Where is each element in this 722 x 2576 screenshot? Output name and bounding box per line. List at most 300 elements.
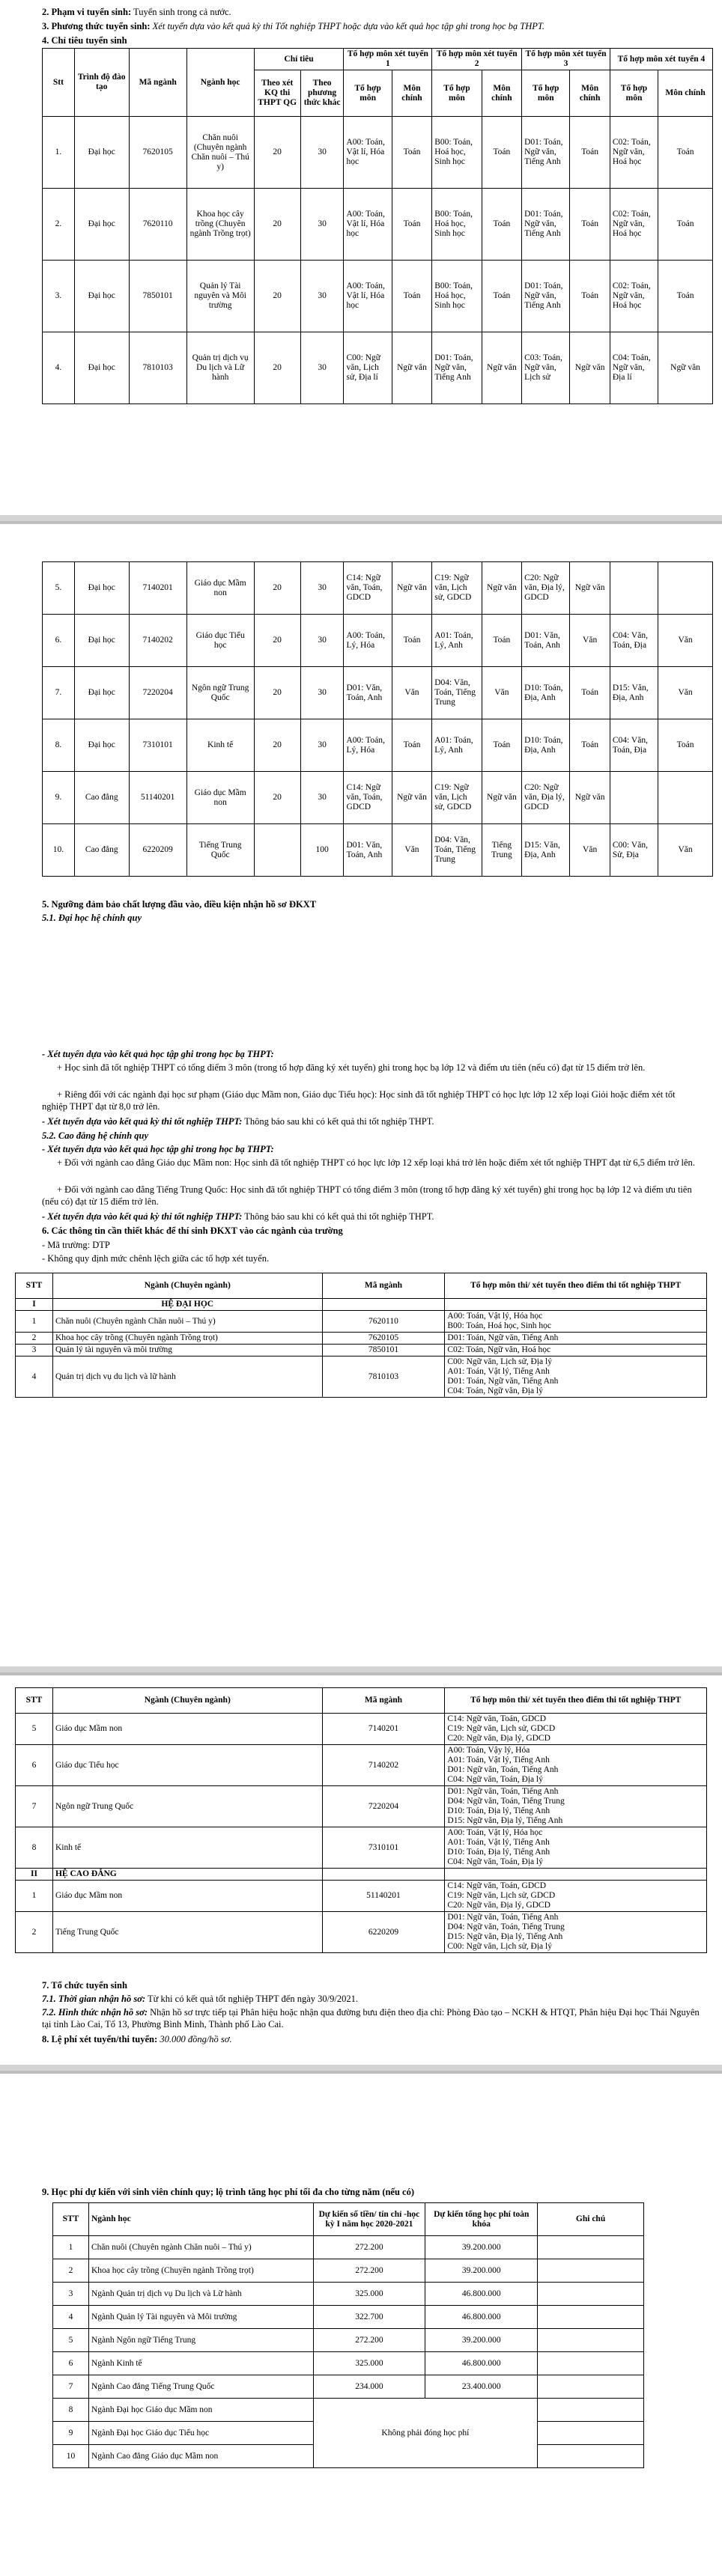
cell-du-kien-tong: 46.800.000 [425, 2283, 538, 2306]
quota-heading: 4. Chỉ tiêu tuyển sinh [42, 35, 127, 46]
cell-to-hop-2: A01: Toán, Lý, Anh [432, 719, 482, 772]
table-row [43, 667, 713, 719]
cell-mon-chinh-4: Văn [658, 615, 713, 667]
to-hop-line: D10: Toán, Địa lý, Tiếng Anh [447, 1806, 550, 1815]
cell-stt: 2 [53, 2259, 89, 2283]
th-to-hop: Tổ hợp môn thi/ xét tuyển theo điểm thi tốt nghiệp THPT [445, 1688, 707, 1714]
th-chinh: Môn chính [658, 70, 713, 117]
page-4 [0, 1675, 722, 2065]
cell-stt: 8 [53, 2399, 89, 2422]
cell-nganh-hoc: Chăn nuôi (Chuyên ngành Chăn nuôi – Thú y) [88, 2236, 313, 2259]
th-chinh: Môn chính [392, 70, 432, 117]
th-ma-nganh: Mã ngành [129, 49, 186, 117]
cell-nganh: Giáo dục Tiểu học [186, 615, 254, 667]
cell-ma-nganh: 6220209 [322, 1912, 445, 1953]
cell-mon-chinh-3: Toán [570, 719, 610, 772]
cell-ma-nganh: 7850101 [129, 261, 186, 332]
cell-stt: 6. [43, 615, 75, 667]
cell-trinh-do: Đại học [74, 332, 129, 404]
cell-du-kien-tin-chi: 322.700 [313, 2306, 425, 2329]
to-hop-line: A01: Toán, Vật lý, Tiếng Anh [447, 1838, 550, 1847]
cell-to-hop [445, 1345, 707, 1356]
cell-stt: 1. [43, 117, 75, 189]
cell-ma-nganh: 7140202 [129, 615, 186, 667]
cell-ma-nganh: 7220204 [129, 667, 186, 719]
cell-ghi-chu [538, 2283, 644, 2306]
to-hop-line: C04: Ngữ văn, Toán, Địa lý [447, 1857, 543, 1866]
cell-stt: 2 [16, 1912, 53, 1953]
cell-to-hop [445, 1311, 707, 1333]
cell-mon-chinh-4 [658, 772, 713, 824]
cell-to-hop [445, 1827, 707, 1869]
to-hop-line: C20: Ngữ văn, Địa lý, GDCD [447, 1901, 550, 1910]
cell-stt: 8 [16, 1827, 53, 1869]
cell-stt: 3. [43, 261, 75, 332]
cell-stt: 3 [16, 1345, 53, 1356]
cell-ma-nganh: 51140201 [322, 1881, 445, 1912]
cell-ma-nganh: 7140201 [322, 1714, 445, 1745]
cell-stt: 7 [53, 2375, 89, 2399]
table-row [53, 2329, 644, 2352]
to-hop-line: A00: Toán, Vật lý, Hóa học [447, 1828, 543, 1837]
cell-nganh: Ngôn ngữ Trung Quốc [186, 667, 254, 719]
cell-du-kien-tin-chi: 325.000 [313, 2352, 425, 2375]
cell-to-hop-2: B00: Toán, Hoá học, Sinh học [432, 261, 482, 332]
cell-stt: 9. [43, 772, 75, 824]
empty-cell [445, 1299, 707, 1311]
cell-to-hop-4: C02: Toán, Ngữ văn, Hoá học [610, 189, 658, 261]
cell-stt: 10 [53, 2445, 89, 2468]
p-le-phi: 8. Lệ phí xét tuyển/thi tuyển: 30.000 đồng/hồ sơ. [42, 2034, 232, 2044]
cell-chi-tieu-pt: 30 [300, 772, 344, 824]
th-to-hop-1: Tổ hợp môn xét tuyển 1 [344, 49, 432, 70]
cell-to-hop-1: A00: Toán, Vật lí, Hóa học [344, 189, 392, 261]
to-hop-line: C14: Ngữ văn, Toán, GDCD [447, 1714, 547, 1723]
empty-cell [322, 1299, 445, 1311]
p-ky-thi: - Xét tuyển dựa vào kết quả kỳ thi tốt nghiệp THPT: Thông báo sau khi có kết quả thi tốt nghiệp THPT. [42, 1116, 434, 1127]
cell-chi-tieu-kq: 20 [254, 615, 300, 667]
cell-chi-tieu-kq: 20 [254, 189, 300, 261]
cell-nganh: Chăn nuôi (Chuyên ngành Chăn nuôi – Thú y) [186, 117, 254, 189]
to-hop-line: C02: Toán, Ngữ văn, Hoá học [447, 1345, 551, 1354]
cell-to-hop-3: D01: Toán, Ngữ văn, Tiếng Anh [522, 189, 570, 261]
cell-mon-chinh-1: Ngữ văn [392, 332, 432, 404]
cell-ma-nganh: 7310101 [129, 719, 186, 772]
cell-mon-chinh-1: Toán [392, 719, 432, 772]
cell-ghi-chu [538, 2329, 644, 2352]
cell-to-hop-4: C04: Văn, Toán, Địa [610, 719, 658, 772]
cell-ghi-chu [538, 2236, 644, 2259]
empty-cell [445, 1869, 707, 1881]
cell-nganh: Kinh tế [186, 719, 254, 772]
to-hop-line: D01: Ngữ văn, Toán, Tiếng Anh [447, 1913, 559, 1922]
page-3 [0, 1048, 722, 1527]
cell-khong-phai-dong: Không phải đóng học phí [313, 2399, 538, 2468]
cell-stt: 6 [53, 2352, 89, 2375]
cell-mon-chinh-3: Văn [570, 824, 610, 877]
cell-chi-tieu-kq: 20 [254, 562, 300, 615]
cell-stt: 1 [16, 1311, 53, 1333]
cell-nganh: Kinh tế [52, 1827, 322, 1869]
cell-nganh: Ngôn ngữ Trung Quốc [52, 1786, 322, 1827]
cell-ghi-chu [538, 2259, 644, 2283]
cell-ma-nganh: 7220204 [322, 1786, 445, 1827]
page-1 [0, 0, 722, 479]
p-cao-dang-title: 5.2. Cao đẳng hệ chính quy [42, 1130, 149, 1141]
cell-mon-chinh-2: Toán [482, 261, 522, 332]
cell-du-kien-tong: 46.800.000 [425, 2306, 538, 2329]
cell-nganh-hoc: Ngành Kinh tế [88, 2352, 313, 2375]
th-nganh-hoc: Ngành học [88, 2203, 313, 2236]
cell-du-kien-tong: 39.200.000 [425, 2259, 538, 2283]
section9-title: 9. Học phí dự kiến với sinh viên chính quy; lộ trình tăng học phí tối đa cho từng năm (nếu có) [42, 2187, 415, 2197]
cell-to-hop-3: D01: Văn, Toán, Anh [522, 615, 570, 667]
th-du-kien-tong: Dự kiến tổng học phí toàn khóa [425, 2203, 538, 2236]
cell-ghi-chu [538, 2352, 644, 2375]
cell-nganh: Chăn nuôi (Chuyên ngành Chăn nuôi – Thú y) [52, 1311, 322, 1333]
th-to-hop-4: Tổ hợp môn xét tuyển 4 [610, 49, 712, 70]
table-row [16, 1345, 707, 1356]
cell-mon-chinh-2: Ngữ văn [482, 772, 522, 824]
to-hop-line: A01: Toán, Vật lý, Tiếng Anh [447, 1756, 550, 1764]
th-du-kien-tin-chi: Dự kiến số tiền/ tín chỉ -học kỳ I năm học 2020-2021 [313, 2203, 425, 2236]
table-row [53, 2352, 644, 2375]
cell-stt: 7 [16, 1786, 53, 1827]
cell-to-hop-4 [610, 562, 658, 615]
cell-ma-nganh: 51140201 [129, 772, 186, 824]
cell-to-hop-1: C14: Ngữ văn, Toán, GDCD [344, 562, 392, 615]
cell-to-hop-3: D15: Văn, Địa, Anh [522, 824, 570, 877]
cell-ma-nganh: 7620105 [129, 117, 186, 189]
cell-nganh: Giáo dục Mầm non [52, 1714, 322, 1745]
cell-du-kien-tin-chi: 234.000 [313, 2375, 425, 2399]
p-hocba-2: + Riêng đối với các ngành đại học sư phạm (Giáo dục Mầm non, Giáo dục Tiểu học): Học sinh đã tốt nghiệp THPT có học lực lớp 12 xếp loại Giỏi hoặc điểm xét tốt nghiệp THPT đạt từ 8,0 trở lên. [42, 1089, 676, 1112]
th-mon: Tổ hợp môn [432, 70, 482, 117]
cell-to-hop-4: C04: Toán, Ngữ văn, Địa lí [610, 332, 658, 404]
cell-ghi-chu [538, 2445, 644, 2468]
table-row [16, 1827, 707, 1869]
quota-table-1 [42, 48, 713, 404]
page-5 [0, 2074, 722, 2576]
cell-ma-nganh: 7850101 [322, 1345, 445, 1356]
cell-nganh-hoc: Ngành Cao đẳng Tiếng Trung Quốc [88, 2375, 313, 2399]
cell-ma-nganh: 7620110 [322, 1311, 445, 1333]
cell-to-hop-2: D04: Văn, Toán, Tiếng Trung [432, 824, 482, 877]
cell-mon-chinh-4: Toán [658, 719, 713, 772]
table-row [53, 2375, 644, 2399]
cell-to-hop-1: A00: Toán, Lý, Hóa [344, 615, 392, 667]
to-hop-line: D04: Ngữ văn, Toán, Tiếng Trung [447, 1797, 565, 1806]
th-to-hop: Tổ hợp môn thi/ xét tuyển theo điểm thi tốt nghiệp THPT [445, 1273, 707, 1299]
cell-to-hop-3: C20: Ngữ văn, Địa lý, GDCD [522, 772, 570, 824]
cell-chi-tieu-pt: 30 [300, 189, 344, 261]
cell-chi-tieu-kq: 20 [254, 667, 300, 719]
cell-to-hop [445, 1745, 707, 1786]
section51-sub: 5.1. Đại học hệ chính quy [42, 913, 142, 923]
p-hinh-thuc: 7.2. Hình thức nhận hồ sơ: Nhận hồ sơ trực tiếp tại Phân hiệu hoặc nhận qua đường bưu điện theo địa chỉ: Phòng Đào tạo – NCKH & HTQT, Phân hiệu Đại học Thái Nguyên tại tỉnh Lào Cai, Tổ 13, Phường Bình Minh, Thành phố Lào Cai. [42, 2007, 700, 2030]
cell-mon-chinh-1: Văn [392, 667, 432, 719]
cell-du-kien-tin-chi: 272.200 [313, 2236, 425, 2259]
table-row [43, 562, 713, 615]
p-cd-ky-thi: - Xét tuyển dựa vào kết quả kỳ thi tốt nghiệp THPT: Thông báo sau khi có kết quả thi tốt nghiệp THPT. [42, 1211, 434, 1222]
cell-du-kien-tin-chi: 325.000 [313, 2283, 425, 2306]
to-hop-line: C04: Ngữ văn, Toán, Địa lý [447, 1775, 543, 1784]
cell-mon-chinh-1: Ngữ văn [392, 562, 432, 615]
page-2 [0, 524, 722, 1048]
cell-chi-tieu-pt: 30 [300, 332, 344, 404]
cell-mon-chinh-2: Ngữ văn [482, 332, 522, 404]
cell-nganh: Giáo dục Mầm non [186, 772, 254, 824]
cell-trinh-do: Đại học [74, 562, 129, 615]
th-to-hop-3: Tổ hợp môn xét tuyển 3 [522, 49, 610, 70]
cell-chi-tieu-pt: 30 [300, 117, 344, 189]
cell-ma-nganh: 7310101 [322, 1827, 445, 1869]
th-nganh: Ngành học [186, 49, 254, 117]
cell-chi-tieu-kq: 20 [254, 719, 300, 772]
table-row [43, 772, 713, 824]
th-mon: Tổ hợp môn [344, 70, 392, 117]
cell-chi-tieu-pt: 30 [300, 562, 344, 615]
cell-ma-nganh: 6220209 [129, 824, 186, 877]
cell-ma-nganh: 7810103 [129, 332, 186, 404]
cell-nganh-hoc: Ngành Đại học Giáo dục Tiểu học [88, 2422, 313, 2445]
cell-mon-chinh-4: Toán [658, 189, 713, 261]
table-row [53, 2259, 644, 2283]
table-row [43, 824, 713, 877]
cell-stt: 6 [16, 1745, 53, 1786]
cell-trinh-do: Đại học [74, 667, 129, 719]
th-ghi-chu: Ghi chú [538, 2203, 644, 2236]
cell-mon-chinh-4: Toán [658, 261, 713, 332]
to-hop-line: A00: Toán, Vật lý, Hóa học [447, 1312, 543, 1321]
table-row [16, 1311, 707, 1333]
cell-to-hop-3: D10: Toán, Địa, Anh [522, 719, 570, 772]
cell-trinh-do: Đại học [74, 719, 129, 772]
cell-to-hop-4: C04: Văn, Toán, Địa [610, 615, 658, 667]
cell-mon-chinh-3: Toán [570, 261, 610, 332]
cell-mon-chinh-2: Toán [482, 615, 522, 667]
cell-to-hop-2: C19: Ngữ văn, Lịch sử, GDCD [432, 772, 482, 824]
p-cd-2: + Đối với ngành cao đẳng Tiếng Trung Quốc: Học sinh đã tốt nghiệp THPT có tổng điểm 3 môn (trong tổ hợp đăng ký xét tuyển) ghi trong học bạ lớp 12 và điểm ưu tiên (nếu có) đạt từ 15 điểm trở lên. [42, 1184, 692, 1207]
cell-mon-chinh-3: Toán [570, 117, 610, 189]
cell-to-hop-3: D01: Toán, Ngữ văn, Tiếng Anh [522, 261, 570, 332]
cell-stt: 4 [16, 1356, 53, 1398]
cell-to-hop-4: D15: Văn, Địa, Anh [610, 667, 658, 719]
cell-mon-chinh-1: Toán [392, 189, 432, 261]
th-mon: Tổ hợp môn [522, 70, 570, 117]
cell-nganh: Quản lý tài nguyên và môi trường [52, 1345, 322, 1356]
cell-nganh-hoc: Ngành Ngôn ngữ Tiếng Trung [88, 2329, 313, 2352]
cell-to-hop-3: D10: Toán, Địa, Anh [522, 667, 570, 719]
to-hop-line: C20: Ngữ văn, Địa lý, GDCD [447, 1734, 550, 1743]
table-row [16, 1881, 707, 1912]
th-ma-nganh: Mã ngành [322, 1688, 445, 1714]
table-row [16, 1356, 707, 1398]
cell-trinh-do: Cao đẳng [74, 772, 129, 824]
table-row [43, 117, 713, 189]
cell-to-hop-2: C19: Ngữ văn, Lịch sử, GDCD [432, 562, 482, 615]
th-ma-nganh: Mã ngành [322, 1273, 445, 1299]
group-stt: II [16, 1869, 53, 1881]
p-hocba-1: + Học sinh đã tốt nghiệp THPT có tổng điểm 3 môn (trong tổ hợp đăng ký xét tuyển) ghi trong học bạ lớp 12 và điểm ưu tiên (nếu có) đạt từ 15 điểm trở lên. [57, 1062, 646, 1073]
cell-stt: 1 [16, 1881, 53, 1912]
cell-nganh: Giáo dục Mầm non [52, 1881, 322, 1912]
cell-to-hop-1: A00: Toán, Vật lí, Hóa học [344, 117, 392, 189]
cell-mon-chinh-4: Ngữ văn [658, 332, 713, 404]
cell-chi-tieu-pt: 30 [300, 667, 344, 719]
th-stt: Stt [43, 49, 75, 117]
cell-nganh-hoc: Ngành Đại học Giáo dục Mầm non [88, 2399, 313, 2422]
cell-chi-tieu-pt: 30 [300, 615, 344, 667]
table-row [43, 261, 713, 332]
to-hop-line: C19: Ngữ văn, Lịch sử, GDCD [447, 1724, 556, 1733]
th-chi-tieu: Chỉ tiêu [254, 49, 344, 70]
cell-to-hop-2: D04: Văn, Toán, Tiếng Trung [432, 667, 482, 719]
table-row [16, 1745, 707, 1786]
cell-ghi-chu [538, 2306, 644, 2329]
cell-trinh-do: Cao đẳng [74, 824, 129, 877]
page-separator [0, 515, 722, 524]
th-chi-tieu-kq: Theo xét KQ thi THPT QG [254, 70, 300, 117]
cell-chi-tieu-pt: 30 [300, 719, 344, 772]
combo-table-1 [15, 1273, 707, 1398]
to-hop-line: C00: Ngữ văn, Lịch sử, Địa lý [447, 1357, 552, 1366]
group-stt: I [16, 1299, 53, 1311]
cell-mon-chinh-1: Văn [392, 824, 432, 877]
cell-mon-chinh-2: Văn [482, 667, 522, 719]
cell-to-hop-1: A00: Toán, Vật lí, Hóa học [344, 261, 392, 332]
cell-du-kien-tin-chi: 272.200 [313, 2329, 425, 2352]
cell-to-hop [445, 1786, 707, 1827]
cell-mon-chinh-2: Toán [482, 719, 522, 772]
cell-chi-tieu-kq: 20 [254, 117, 300, 189]
cell-nganh: Khoa học cây trồng (Chuyên ngành Trồng trọt) [186, 189, 254, 261]
cell-mon-chinh-1: Toán [392, 261, 432, 332]
method-line: 3. Phương thức tuyển sinh: Xét tuyển dựa vào kết quả kỳ thi Tốt nghiệp THPT hoặc dựa vào kết quả học tập ghi trong học bạ THPT. [42, 21, 545, 31]
cell-chi-tieu-kq: 20 [254, 772, 300, 824]
to-hop-line: D10: Toán, Địa lý, Tiếng Anh [447, 1848, 550, 1857]
cell-mon-chinh-2: Toán [482, 189, 522, 261]
page-separator [0, 2065, 722, 2074]
th-mon: Tổ hợp môn [610, 70, 658, 117]
cell-to-hop-2: B00: Toán, Hoá học, Sinh học [432, 189, 482, 261]
p-khong-quy-dinh: - Không quy định mức chênh lệch giữa các tổ hợp xét tuyển. [42, 1253, 270, 1264]
cell-mon-chinh-2: Tiếng Trung [482, 824, 522, 877]
p-cd-hocba-title: - Xét tuyển dựa vào kết quả học tập ghi trong học bạ THPT: [42, 1144, 274, 1154]
scope-line: 2. Phạm vi tuyển sinh: Tuyển sinh trong cả nước. [42, 7, 231, 17]
cell-du-kien-tong: 39.200.000 [425, 2236, 538, 2259]
cell-nganh-hoc: Ngành Quản lý Tài nguyên và Môi trường [88, 2306, 313, 2329]
cell-to-hop [445, 1333, 707, 1345]
cell-to-hop-1: C14: Ngữ văn, Toán, GDCD [344, 772, 392, 824]
cell-nganh: Tiếng Trung Quốc [52, 1912, 322, 1953]
cell-ghi-chu [538, 2399, 644, 2422]
table-row [16, 1912, 707, 1953]
th-chinh: Môn chính [482, 70, 522, 117]
p-ma-truong: - Mã trường: DTP [42, 1240, 110, 1250]
to-hop-line: D15: Ngữ văn, Địa lý, Tiếng Anh [447, 1932, 563, 1941]
table-row [53, 2399, 644, 2422]
cell-mon-chinh-3: Ngữ văn [570, 332, 610, 404]
cell-du-kien-tong: 23.400.000 [425, 2375, 538, 2399]
cell-chi-tieu-pt: 100 [300, 824, 344, 877]
cell-to-hop-4: C02: Toán, Ngữ văn, Hoá học [610, 261, 658, 332]
cell-mon-chinh-3: Toán [570, 189, 610, 261]
cell-nganh-hoc: Khoa học cây trồng (Chuyên ngành Trồng trọt) [88, 2259, 313, 2283]
to-hop-line: C00: Ngữ văn, Lịch sử, Địa lý [447, 1942, 552, 1951]
cell-to-hop [445, 1356, 707, 1398]
cell-stt: 5. [43, 562, 75, 615]
cell-to-hop-2: A01: Toán, Lý, Anh [432, 615, 482, 667]
to-hop-line: D01: Ngữ văn, Toán, Tiếng Anh [447, 1765, 559, 1774]
cell-chi-tieu-kq: 20 [254, 332, 300, 404]
table-row [16, 1333, 707, 1345]
cell-du-kien-tong: 46.800.000 [425, 2352, 538, 2375]
th-to-hop-2: Tổ hợp môn xét tuyển 2 [432, 49, 522, 70]
cell-stt: 4 [53, 2306, 89, 2329]
cell-stt: 10. [43, 824, 75, 877]
cell-to-hop-4: C00: Văn, Sử, Địa [610, 824, 658, 877]
th-chi-tieu-pt: Theo phương thức khác [300, 70, 344, 117]
cell-trinh-do: Đại học [74, 117, 129, 189]
cell-nganh: Quản trị dịch vụ du lịch và lữ hành [52, 1356, 322, 1398]
cell-to-hop [445, 1912, 707, 1953]
cell-to-hop-1: C00: Ngữ văn, Lịch sử, Địa lí [344, 332, 392, 404]
th-stt: STT [16, 1688, 53, 1714]
tuition-table [52, 2202, 644, 2468]
th-chinh: Môn chính [570, 70, 610, 117]
cell-stt: 7. [43, 667, 75, 719]
cell-stt: 3 [53, 2283, 89, 2306]
cell-chi-tieu-kq: 20 [254, 261, 300, 332]
to-hop-line: C14: Ngữ văn, Toán, GDCD [447, 1881, 547, 1890]
table-row [43, 615, 713, 667]
table-row [43, 189, 713, 261]
empty-cell [322, 1869, 445, 1881]
cell-to-hop-3: D01: Toán, Ngữ văn, Tiếng Anh [522, 117, 570, 189]
cell-trinh-do: Đại học [74, 261, 129, 332]
p-cd-1: + Đối với ngành cao đẳng Giáo dục Mầm non: Học sinh đã tốt nghiệp THPT có học lực lớp 12 xếp loại khá trở lên hoặc điểm xét tốt nghiệp THPT đạt từ 6,5 điểm trở lên. [57, 1157, 695, 1168]
cell-mon-chinh-2: Ngữ văn [482, 562, 522, 615]
cell-to-hop [445, 1714, 707, 1745]
table-row [16, 1786, 707, 1827]
cell-ghi-chu [538, 2422, 644, 2445]
table-row [16, 1714, 707, 1745]
cell-stt: 9 [53, 2422, 89, 2445]
to-hop-line: B00: Toán, Hoá học, Sinh học [447, 1321, 551, 1330]
table-row [53, 2283, 644, 2306]
cell-nganh-hoc: Ngành Quản trị dịch vụ Du lịch và Lữ hành [88, 2283, 313, 2306]
cell-to-hop-3: C20: Ngữ văn, Địa lý, GDCD [522, 562, 570, 615]
combo-table-2 [15, 1687, 707, 1953]
cell-stt: 2. [43, 189, 75, 261]
cell-to-hop-2: D01: Toán, Ngữ văn, Tiếng Anh [432, 332, 482, 404]
cell-mon-chinh-4: Toán [658, 117, 713, 189]
cell-trinh-do: Đại học [74, 189, 129, 261]
cell-nganh: Tiếng Trung Quốc [186, 824, 254, 877]
to-hop-line: A01: Toán, Vật lý, Tiếng Anh [447, 1367, 550, 1376]
cell-ma-nganh: 7620105 [322, 1333, 445, 1345]
group-name: HỆ CAO ĐẲNG [52, 1869, 322, 1881]
cell-du-kien-tong: 39.200.000 [425, 2329, 538, 2352]
to-hop-line: D15: Ngữ văn, Địa lý, Tiếng Anh [447, 1816, 563, 1825]
to-hop-line: D01: Toán, Ngữ văn, Tiếng Anh [447, 1333, 559, 1342]
p-thoi-gian: 7.1. Thời gian nhận hồ sơ: Từ khi có kết quả tốt nghiệp THPT đến ngày 30/9/2021. [42, 1994, 358, 2004]
th-stt: STT [16, 1273, 53, 1299]
to-hop-line: D04: Ngữ văn, Toán, Tiếng Trung [447, 1922, 565, 1931]
table-row [53, 2306, 644, 2329]
cell-mon-chinh-2: Toán [482, 117, 522, 189]
